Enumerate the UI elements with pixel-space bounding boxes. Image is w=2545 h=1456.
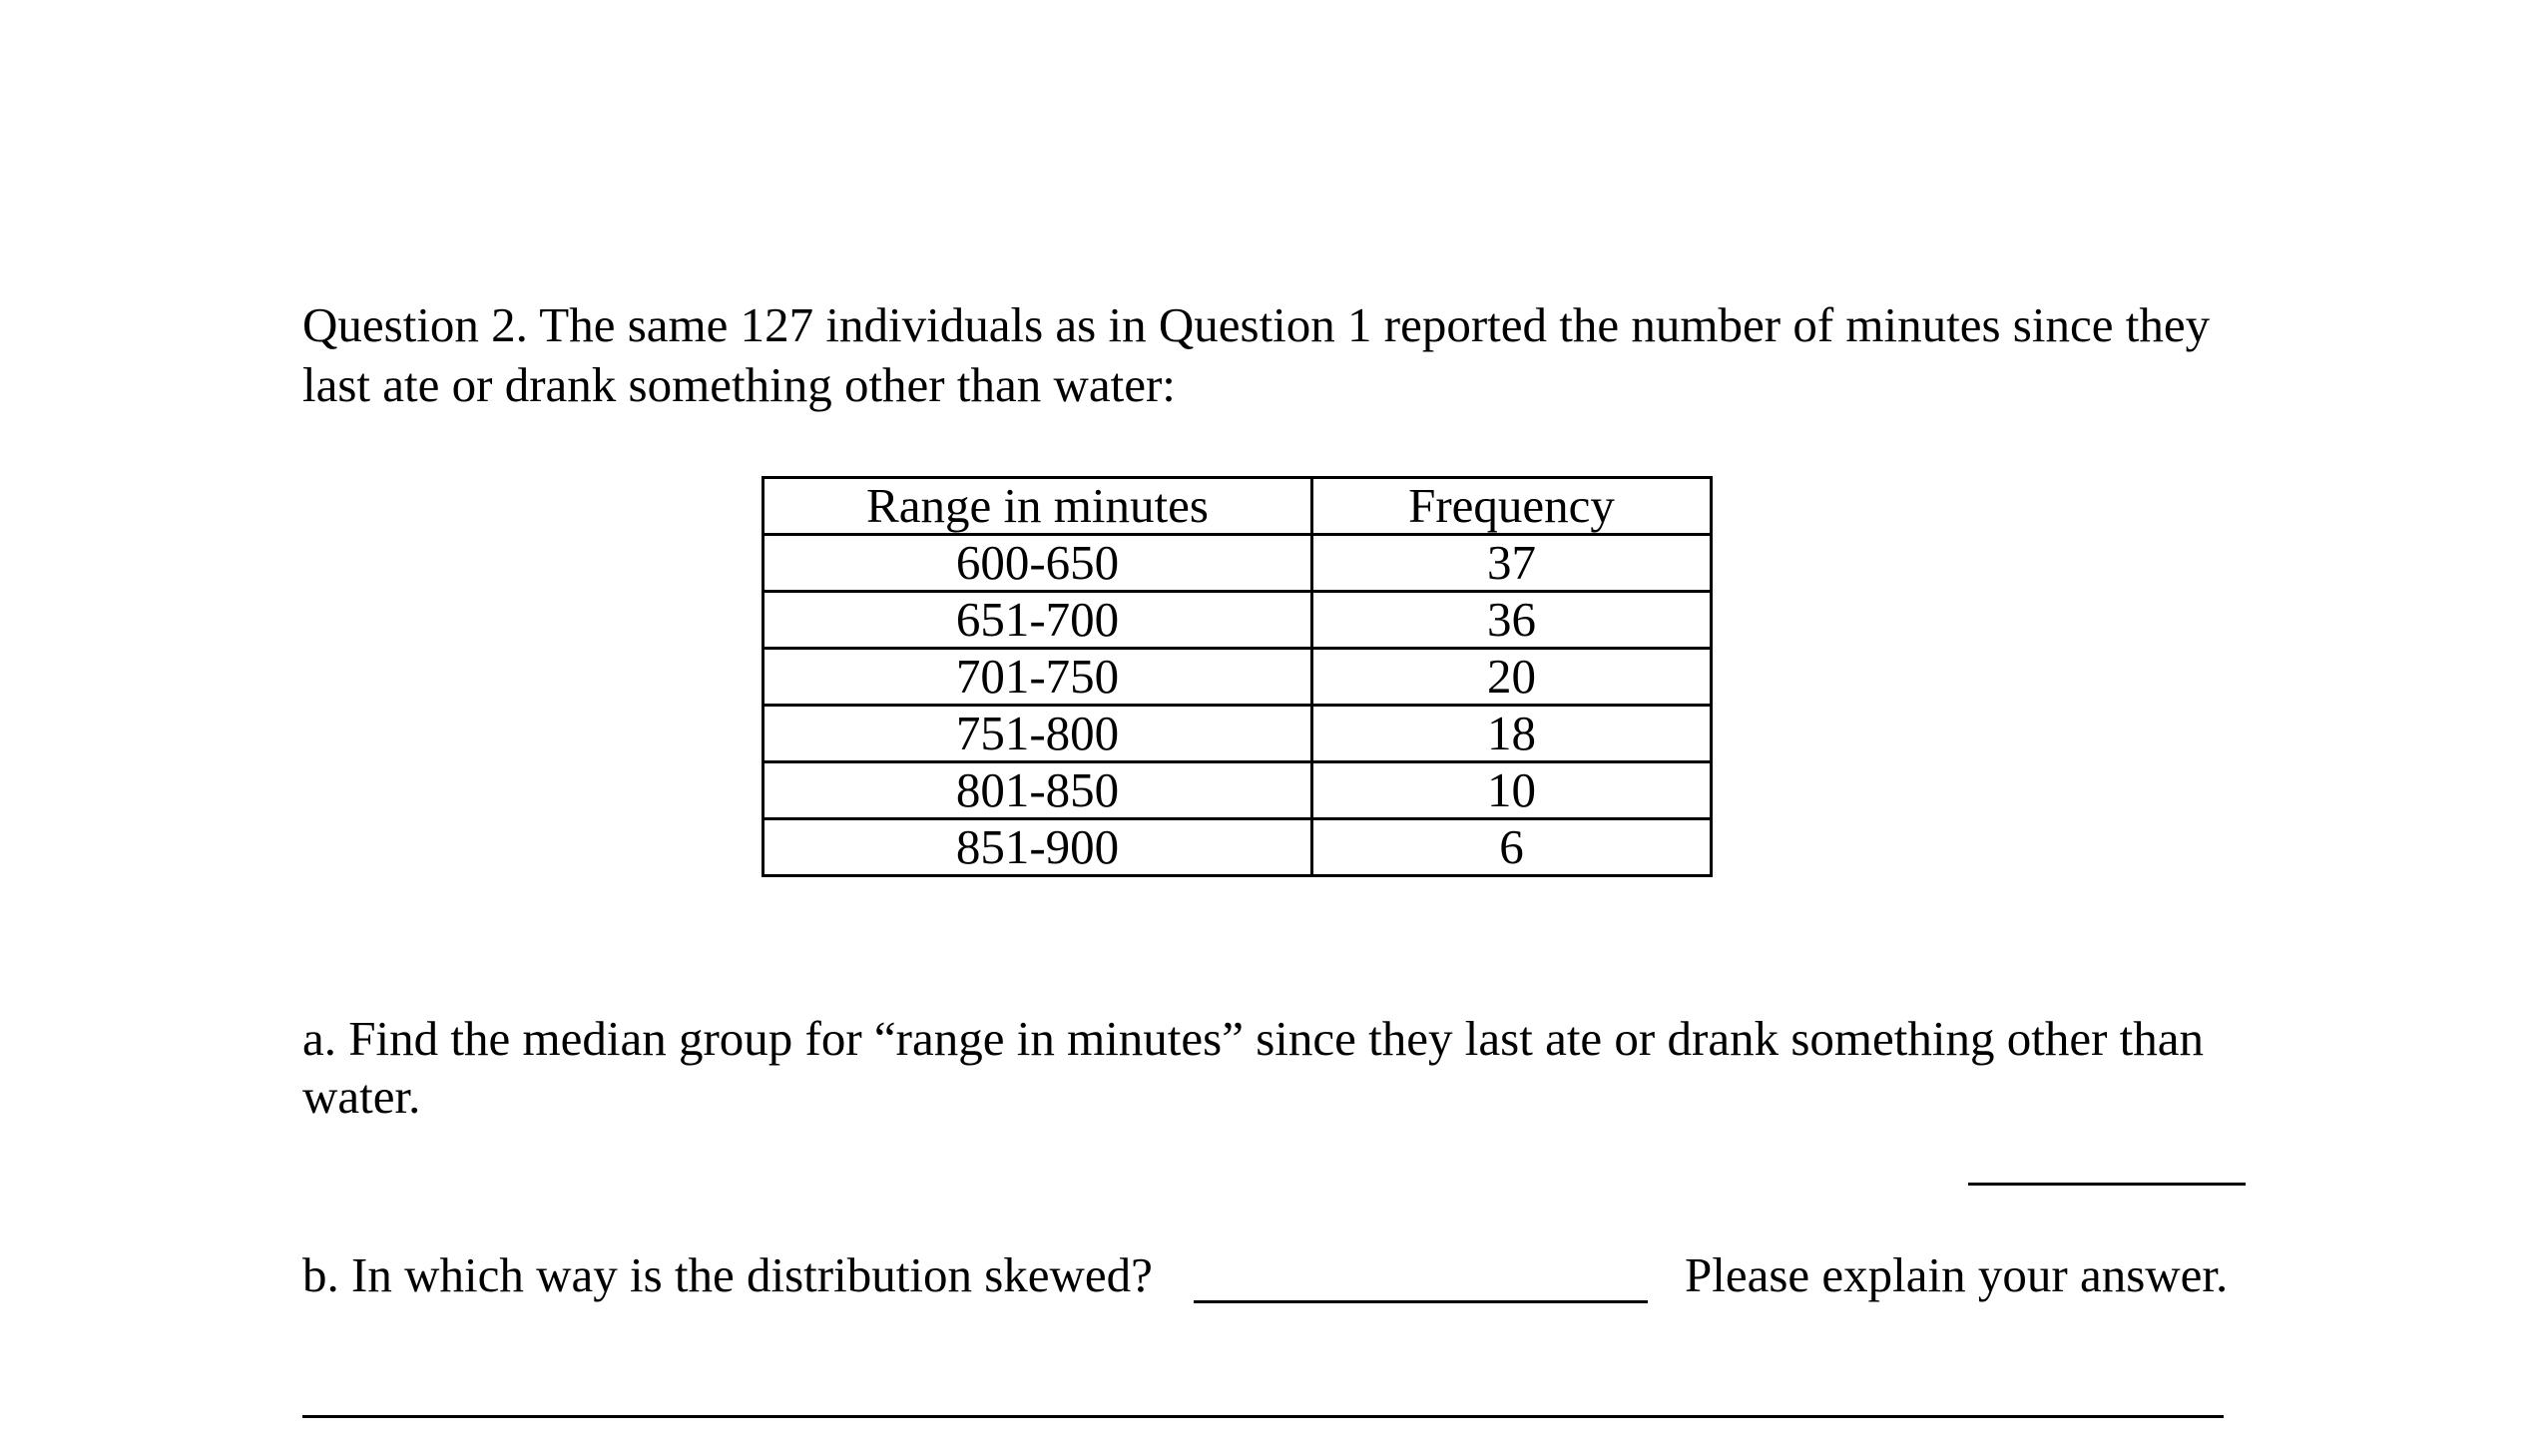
- range-cell: 751-800: [764, 706, 1312, 762]
- range-cell: 651-700: [764, 592, 1312, 649]
- part-a-line-1: a. Find the median group for “range in minutes” since they last ate or drank something other than: [302, 1011, 2205, 1066]
- question-intro-line-2: last ate or drank something other than water:: [302, 357, 1176, 412]
- table-header-row: [764, 478, 1712, 535]
- explanation-answer-line[interactable]: [302, 1415, 2224, 1418]
- part-a-line-2: water.: [302, 1069, 421, 1124]
- part-a-question: [302, 1010, 2298, 1126]
- table-row: [764, 535, 1712, 592]
- frequency-cell: 37: [1312, 535, 1712, 592]
- table-row: [764, 649, 1712, 706]
- table-row: [764, 762, 1712, 819]
- range-cell: 801-850: [764, 762, 1312, 819]
- frequency-cell: 36: [1312, 592, 1712, 649]
- part-a-answer-blank[interactable]: [1968, 1183, 2246, 1186]
- frequency-table: [762, 476, 1713, 877]
- range-cell: 600-650: [764, 535, 1312, 592]
- table-row: [764, 592, 1712, 649]
- question-2-intro: [302, 295, 2298, 415]
- frequency-cell: 6: [1312, 819, 1712, 876]
- frequency-cell: 18: [1312, 706, 1712, 762]
- header-frequency: Frequency: [1312, 478, 1712, 535]
- frequency-cell: 20: [1312, 649, 1712, 706]
- range-cell: 851-900: [764, 819, 1312, 876]
- part-b-question: b. In which way is the distribution skewed?: [302, 1247, 1153, 1302]
- frequency-cell: 10: [1312, 762, 1712, 819]
- question-intro-line-1: Question 2. The same 127 individuals as in Question 1 reported the number of minutes since they: [302, 297, 2211, 352]
- part-b-answer-blank[interactable]: [1194, 1300, 1648, 1303]
- part-b-explain-prompt: Please explain your answer.: [1685, 1247, 2229, 1302]
- table-row: [764, 819, 1712, 876]
- header-range-in-minutes: Range in minutes: [764, 478, 1312, 535]
- range-cell: 701-750: [764, 649, 1312, 706]
- table-row: [764, 706, 1712, 762]
